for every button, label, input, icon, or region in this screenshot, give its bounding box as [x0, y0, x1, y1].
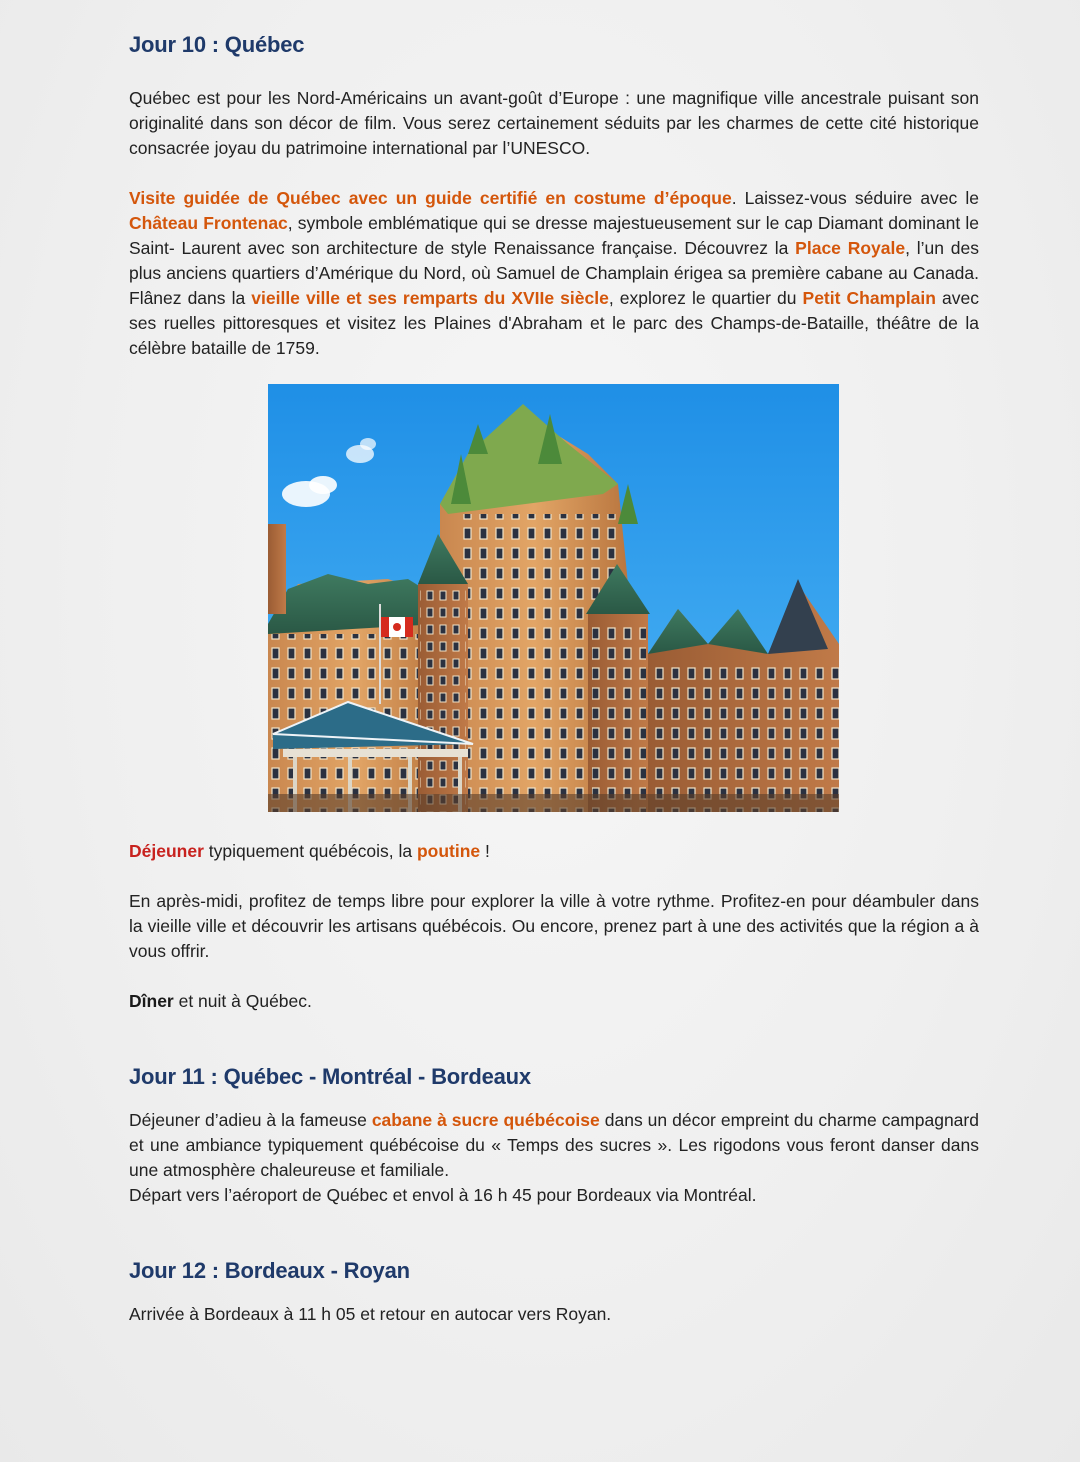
- day10-visit-paragraph: [129, 186, 979, 361]
- day12-title: Jour 12 : Bordeaux - Royan: [129, 1258, 410, 1283]
- day11-paragraph: [129, 1108, 979, 1183]
- day12-text: Arrivée à Bordeaux à 11 h 05 et retour en autocar vers Royan.: [129, 1304, 612, 1324]
- day10-intro: Québec est pour les Nord-Américains un avant-goût d’Europe : une magnifique ville ancestrale puisant son originalité dans son décor de film. Vous serez certainement séduits par les charmes de cette cité historique consacrée joyau du patrimoine international par l’UNESCO.: [129, 88, 979, 158]
- highlight-petit-champlain: Petit Champlain: [802, 288, 936, 308]
- highlight-poutine: poutine: [416, 841, 481, 861]
- visit-text-5: avec ses ruelles pittoresques et visitez les Plaines d'Abraham et le parc des Champs-de-Bataille, théâtre de la célèbre bataille de 1759.: [129, 288, 979, 358]
- highlight-chateau-frontenac: Château Frontenac: [129, 213, 288, 233]
- day10-afternoon: En après-midi, profitez de temps libre pour explorer la ville à votre rythme. Profitez-en pour déambuler dans la vieille ville et découvrir les artisans québécois. Ou encore, prenez part à une des activités que la région a à vous offrir.: [129, 891, 979, 961]
- highlight-old-town: vieille ville et ses remparts du XVIIe siècle: [251, 288, 609, 308]
- lunch-text-1: typiquement québécois, la: [203, 841, 417, 861]
- day11-text-1: Déjeuner d’adieu à la fameuse: [129, 1110, 372, 1130]
- day11-departure: Départ vers l’aéroport de Québec et envol à 16 h 45 pour Bordeaux via Montréal.: [129, 1185, 757, 1205]
- visit-text-1: . Laissez-vous séduire avec le: [731, 188, 980, 208]
- day10-title: Jour 10 : Québec: [129, 32, 305, 57]
- visit-text-4: , explorez le quartier du: [608, 288, 803, 308]
- visit-text-2: , symbole emblématique qui se dresse majestueusement sur le cap Diamant dominant le Saint- Laurent avec son architecture de style Renaissance française. Découvrez la: [129, 213, 979, 258]
- highlight-dejeuner: Déjeuner: [129, 841, 204, 861]
- highlight-guided-tour: Visite guidée de Québec avec un guide certifié en costume d’époque: [129, 188, 732, 208]
- day10-lunch: [129, 839, 979, 864]
- day10-dinner: [129, 989, 979, 1014]
- lunch-text-2: !: [480, 841, 490, 861]
- highlight-place-royale: Place Royale: [795, 238, 906, 258]
- dinner-bold: Dîner: [129, 991, 174, 1011]
- visit-text-3: , l’un des plus anciens quartiers d’Amérique du Nord, où Samuel de Champlain érigea sa première cabane au Canada. Flânez dans la: [129, 238, 980, 308]
- day11-title: Jour 11 : Québec - Montréal - Bordeaux: [129, 1064, 531, 1089]
- dinner-text: et nuit à Québec.: [173, 991, 312, 1011]
- highlight-cabane-a-sucre: cabane à sucre québécoise: [371, 1110, 600, 1130]
- day11-text-2: dans un décor empreint du charme campagnard et une ambiance typiquement québécoise du « Temps des sucres ». Les rigodons vous feront danser dans une atmosphère chaleureuse et familiale.: [129, 1110, 979, 1180]
- chateau-frontenac-photo: [268, 384, 839, 812]
